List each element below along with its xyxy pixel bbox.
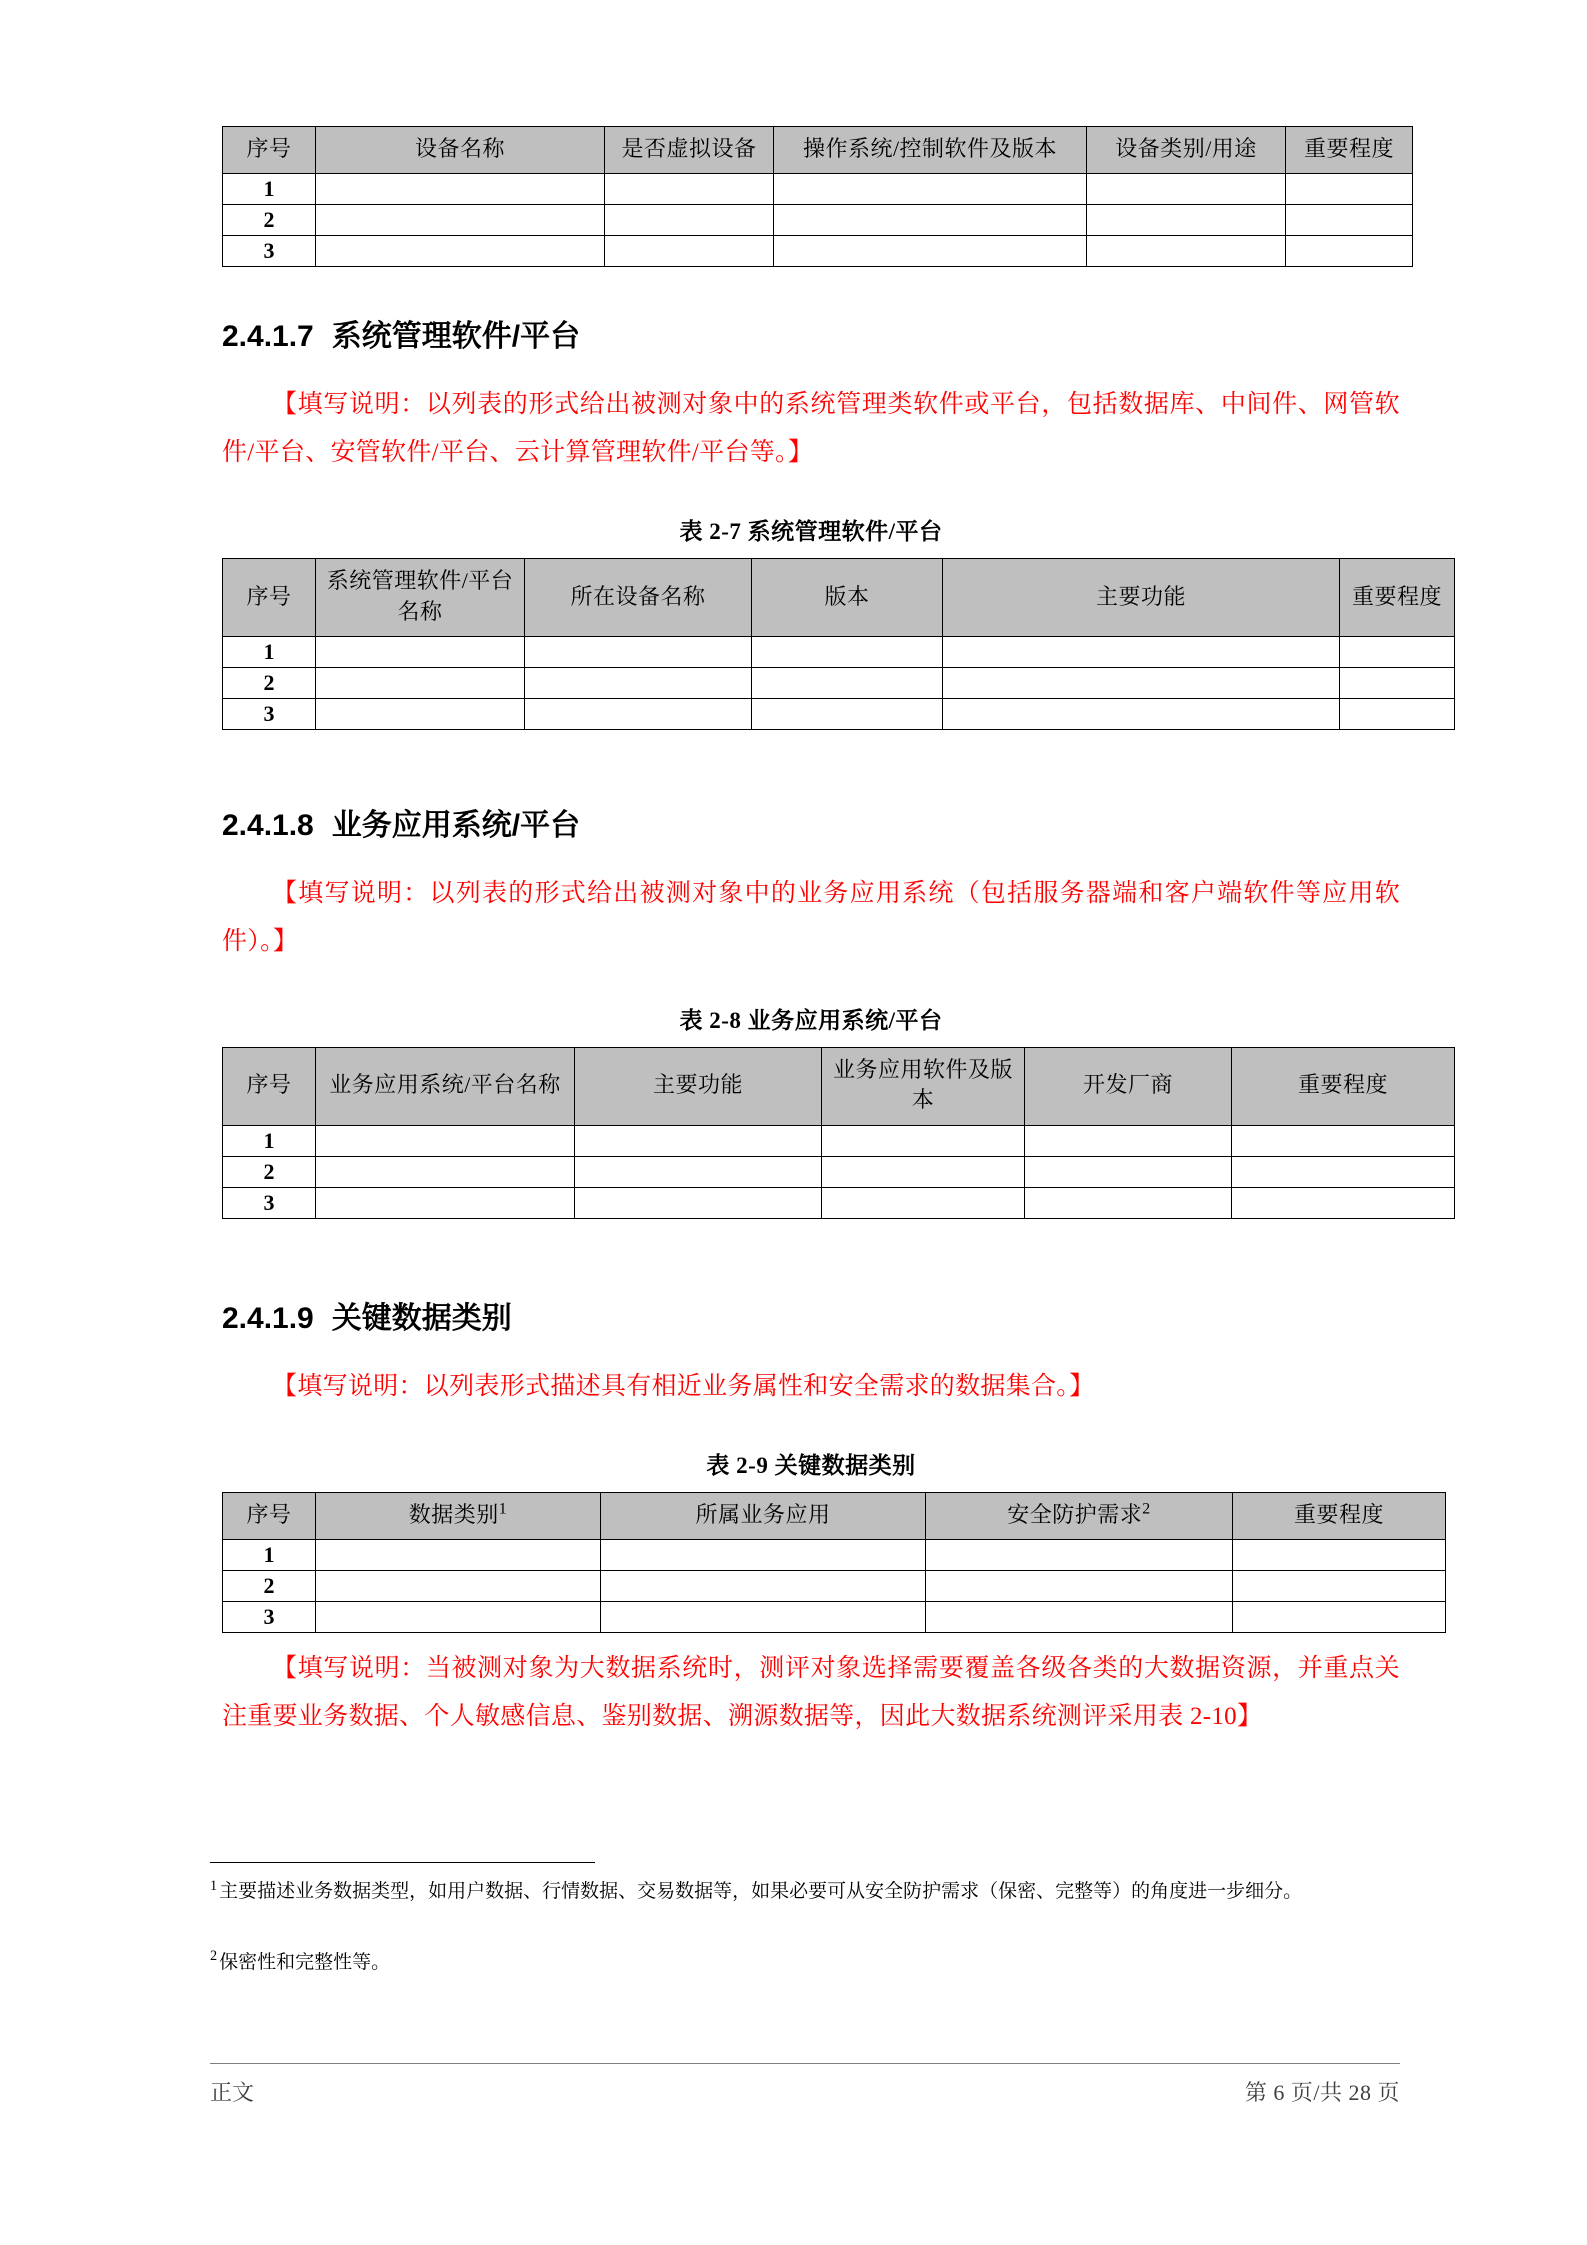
col-header-index: 序号: [223, 1492, 316, 1539]
cell-related-business-app[interactable]: [601, 1602, 926, 1633]
row-index: 2: [223, 205, 316, 236]
spacer: [222, 1219, 1400, 1271]
row-index: 2: [223, 1156, 316, 1187]
row-index: 3: [223, 1187, 316, 1218]
col-header-related-business-app: 所属业务应用: [601, 1492, 926, 1539]
section-heading-2419: [222, 1293, 1400, 1337]
cell-importance[interactable]: [1340, 699, 1455, 730]
spacer: [222, 782, 1400, 800]
spacer: [222, 267, 1400, 311]
cell-device-name[interactable]: [525, 637, 752, 668]
row-index: 2: [223, 1571, 316, 1602]
footnote-2-text: 保密性和完整性等。: [219, 1951, 391, 1973]
cell-importance[interactable]: [1233, 1540, 1446, 1571]
cell-main-function[interactable]: [943, 668, 1340, 699]
spacer: [222, 730, 1400, 782]
col-header-device-name: 所在设备名称: [525, 559, 752, 637]
col-header-importance: 重要程度: [1233, 1492, 1446, 1539]
section-title: 关键数据类别: [331, 1301, 512, 1335]
col-header-security-requirement: [926, 1492, 1233, 1539]
cell-importance[interactable]: [1232, 1156, 1455, 1187]
cell-is-virtual[interactable]: [605, 236, 774, 267]
col-header-is-virtual: 是否虚拟设备: [605, 127, 774, 174]
col-header-index: 序号: [223, 1048, 316, 1126]
table-business-application-system: [222, 1047, 1455, 1219]
col-header-security-requirement-label: 安全防护需求: [1007, 1501, 1143, 1527]
cell-importance[interactable]: [1286, 205, 1413, 236]
cell-app-software-version[interactable]: [822, 1125, 1025, 1156]
row-index: 1: [223, 174, 316, 205]
cell-main-function[interactable]: [943, 637, 1340, 668]
col-header-version: 版本: [752, 559, 943, 637]
table-key-data-categories: [222, 1492, 1446, 1633]
cell-related-business-app[interactable]: [601, 1571, 926, 1602]
cell-version[interactable]: [752, 637, 943, 668]
table-header-row: [223, 559, 1455, 637]
cell-main-function[interactable]: [575, 1187, 822, 1218]
section-heading-2417: [222, 311, 1400, 355]
fill-instruction-bigdata: 【填写说明：当被测对象为大数据系统时，测评对象选择需要覆盖各级各类的大数据资源，并重点关注重要业务数据、个人敏感信息、鉴别数据、溯源数据等，因此大数据系统测评采用表 2-10】: [222, 1655, 1400, 1731]
cell-importance[interactable]: [1286, 174, 1413, 205]
row-index: 3: [223, 1602, 316, 1633]
cell-platform-name[interactable]: [316, 699, 525, 730]
section-number: 2.4.1.8: [222, 809, 314, 843]
cell-importance[interactable]: [1340, 637, 1455, 668]
table-header-row: [223, 1492, 1446, 1539]
cell-main-function[interactable]: [943, 699, 1340, 730]
cell-os-version[interactable]: [774, 205, 1087, 236]
cell-platform-name[interactable]: [316, 637, 525, 668]
footnote-area: [210, 1862, 1400, 1979]
fill-instruction-2417: 【填写说明：以列表的形式给出被测对象中的系统管理类软件或平台，包括数据库、中间件、网管软件/平台、安管软件/平台、云计算管理软件/平台等。】: [222, 391, 1400, 467]
row-index: 1: [223, 1125, 316, 1156]
cell-data-category[interactable]: [316, 1571, 601, 1602]
footnote-1-text: 主要描述业务数据类型，如用户数据、行情数据、交易数据等，如果必要可从安全防护需求（保密、完整等）的角度进一步细分。: [219, 1881, 1303, 1902]
spacer: [222, 844, 1400, 870]
table-row: [223, 1156, 1455, 1187]
cell-app-platform-name[interactable]: [316, 1125, 575, 1156]
table-row: [223, 1125, 1455, 1156]
spacer: [222, 1337, 1400, 1363]
table-device-list: [222, 126, 1413, 267]
section-title: 系统管理软件/平台: [331, 320, 581, 354]
footer-row: [210, 2076, 1400, 2107]
footer-separator-rule: [210, 2063, 1400, 2064]
spacer: [222, 477, 1400, 513]
spacer: [222, 1271, 1400, 1293]
fill-instruction-2418: 【填写说明：以列表的形式给出被测对象中的业务应用系统（包括服务器端和客户端软件等应用软件）。】: [222, 880, 1400, 956]
top-spacer-2: [222, 44, 1400, 104]
cell-app-software-version[interactable]: [822, 1187, 1025, 1218]
col-header-data-category: [316, 1492, 601, 1539]
table-row: [223, 668, 1455, 699]
row-index: 1: [223, 1540, 316, 1571]
cell-device-name[interactable]: [316, 205, 605, 236]
cell-is-virtual[interactable]: [605, 205, 774, 236]
cell-data-category[interactable]: [316, 1602, 601, 1633]
row-index: 3: [223, 236, 316, 267]
cell-importance[interactable]: [1286, 236, 1413, 267]
cell-importance[interactable]: [1232, 1125, 1455, 1156]
table-row: [223, 1571, 1446, 1602]
cell-security-requirement[interactable]: [926, 1602, 1233, 1633]
fill-instruction-2419: 【填写说明：以列表形式描述具有相近业务属性和安全需求的数据集合。】: [272, 1372, 1095, 1400]
cell-device-category[interactable]: [1087, 174, 1286, 205]
footnote-1-marker: 1: [210, 1877, 218, 1894]
table-system-management-software: [222, 558, 1455, 730]
cell-device-name[interactable]: [525, 668, 752, 699]
col-header-index: 序号: [223, 127, 316, 174]
cell-device-name[interactable]: [316, 174, 605, 205]
cell-main-function[interactable]: [575, 1156, 822, 1187]
spacer: [222, 546, 1400, 558]
cell-is-virtual[interactable]: [605, 174, 774, 205]
footer-section-label: 正文: [210, 2080, 255, 2105]
table-header-row: [223, 1048, 1455, 1126]
row-index: 1: [223, 637, 316, 668]
footnote-marker-1: 1: [498, 1500, 508, 1518]
cell-developer[interactable]: [1025, 1187, 1232, 1218]
spacer: [222, 1411, 1400, 1447]
section-number: 2.4.1.7: [222, 320, 314, 354]
cell-importance[interactable]: [1232, 1187, 1455, 1218]
cell-data-category[interactable]: [316, 1540, 601, 1571]
cell-version[interactable]: [752, 699, 943, 730]
table-header-row: [223, 127, 1413, 174]
spacer: [222, 1035, 1400, 1047]
cell-os-version[interactable]: [774, 236, 1087, 267]
page-content: [222, 0, 1442, 1741]
footnote-2: [210, 1948, 1400, 1979]
cell-device-name[interactable]: [525, 699, 752, 730]
cell-version[interactable]: [752, 668, 943, 699]
cell-importance[interactable]: [1233, 1571, 1446, 1602]
spacer: [222, 966, 1400, 1002]
cell-os-version[interactable]: [774, 174, 1087, 205]
col-header-os-version: 操作系统/控制软件及版本: [774, 127, 1087, 174]
cell-related-business-app[interactable]: [601, 1540, 926, 1571]
footnote-2-marker: 2: [210, 1948, 218, 1965]
page-footer: [210, 2063, 1400, 2107]
col-header-platform-name: 系统管理软件/平台名称: [316, 559, 525, 637]
cell-security-requirement[interactable]: [926, 1571, 1233, 1602]
cell-app-platform-name[interactable]: [316, 1187, 575, 1218]
cell-device-category[interactable]: [1087, 236, 1286, 267]
col-header-data-category-label: 数据类别: [408, 1501, 499, 1527]
cell-developer[interactable]: [1025, 1156, 1232, 1187]
cell-app-software-version[interactable]: [822, 1156, 1025, 1187]
cell-developer[interactable]: [1025, 1125, 1232, 1156]
cell-device-category[interactable]: [1087, 205, 1286, 236]
footer-page-number: 第 6 页/共 28 页: [1244, 2080, 1400, 2105]
table-row: [223, 205, 1413, 236]
footnote-marker-2: 2: [1142, 1500, 1151, 1518]
spacer: [222, 1633, 1400, 1645]
table-caption-2-9: 表 2-9 关键数据类别: [706, 1452, 916, 1478]
table-caption-2-8: 表 2-8 业务应用系统/平台: [679, 1008, 943, 1034]
cell-importance[interactable]: [1340, 668, 1455, 699]
col-header-app-platform-name: 业务应用系统/平台名称: [316, 1048, 575, 1126]
cell-main-function[interactable]: [575, 1125, 822, 1156]
section-number: 2.4.1.9: [222, 1301, 314, 1335]
cell-security-requirement[interactable]: [926, 1540, 1233, 1571]
col-header-device-category: 设备类别/用途: [1087, 127, 1286, 174]
row-index: 3: [223, 699, 316, 730]
top-spacer-3: [222, 104, 1400, 126]
cell-app-platform-name[interactable]: [316, 1156, 575, 1187]
table-row: [223, 1187, 1455, 1218]
table-row: [223, 699, 1455, 730]
spacer: [222, 355, 1400, 381]
col-header-importance: 重要程度: [1286, 127, 1413, 174]
top-spacer: [222, 0, 1400, 44]
table-row: [223, 1602, 1446, 1633]
cell-device-name[interactable]: [316, 236, 605, 267]
spacer: [222, 1480, 1400, 1492]
section-title: 业务应用系统/平台: [331, 809, 581, 843]
table-row: [223, 174, 1413, 205]
section-heading-2418: [222, 800, 1400, 844]
table-caption-2-7: 表 2-7 系统管理软件/平台: [679, 519, 943, 545]
cell-importance[interactable]: [1233, 1602, 1446, 1633]
footnote-1: [210, 1877, 1400, 1908]
table-row: [223, 236, 1413, 267]
col-header-developer: 开发厂商: [1025, 1048, 1232, 1126]
col-header-device-name: 设备名称: [316, 127, 605, 174]
table-row: [223, 1540, 1446, 1571]
col-header-main-function: 主要功能: [575, 1048, 822, 1126]
cell-platform-name[interactable]: [316, 668, 525, 699]
col-header-main-function: 主要功能: [943, 559, 1340, 637]
col-header-app-software-version: 业务应用软件及版本: [822, 1048, 1025, 1126]
col-header-importance: 重要程度: [1232, 1048, 1455, 1126]
footnote-separator-rule: [210, 1862, 595, 1863]
col-header-importance: 重要程度: [1340, 559, 1455, 637]
row-index: 2: [223, 668, 316, 699]
table-row: [223, 637, 1455, 668]
col-header-index: 序号: [223, 559, 316, 637]
